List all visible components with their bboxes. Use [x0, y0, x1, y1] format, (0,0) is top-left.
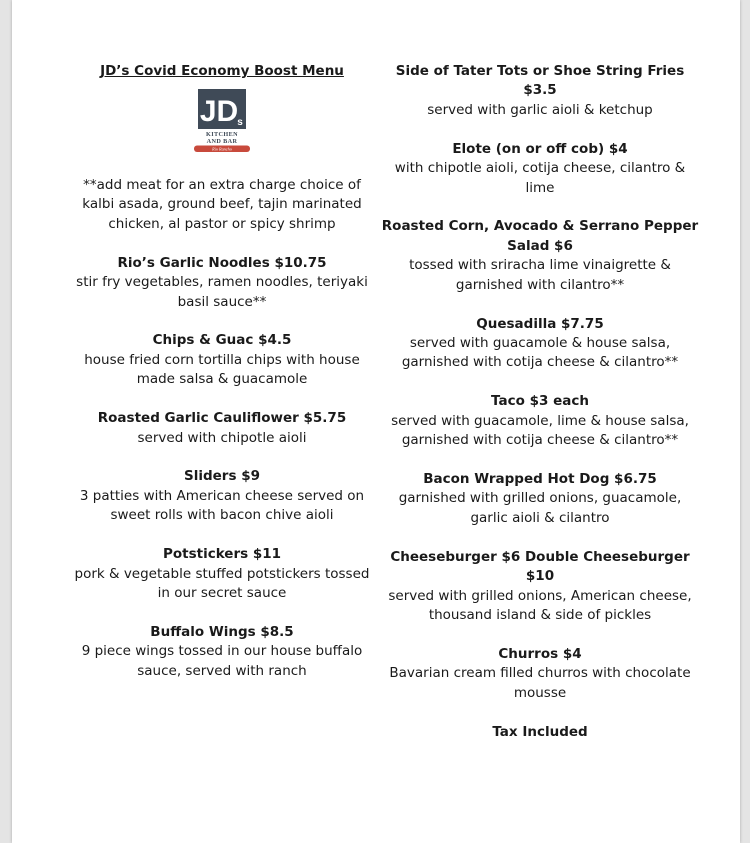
menu-item-elote — [380, 140, 700, 198]
logo-jd-text: JD — [199, 95, 239, 128]
logo-line1: KITCHEN — [205, 131, 239, 138]
item-description: 9 piece wings tossed in our house buffalo sauce, served with ranch — [81, 643, 363, 679]
menu-item-taco — [380, 392, 700, 450]
item-description: with chipotle aioli, cotija cheese, cilantro & lime — [394, 160, 686, 196]
item-description: served with garlic aioli & ketchup — [427, 101, 653, 118]
item-description: Bavarian cream filled churros with chocolate mousse — [389, 665, 691, 701]
item-name: Rio’s Garlic Noodles $10.75 — [117, 254, 327, 271]
menu-item-cauliflower — [72, 409, 372, 448]
menu-title: JD’s Covid Economy Boost Menu — [100, 63, 344, 79]
item-name: Potstickers $11 — [162, 546, 282, 563]
item-description: tossed with sriracha lime vinaigrette & garnished with cilantro** — [409, 257, 671, 293]
menu-item-cheeseburger — [380, 548, 700, 626]
logo-s-text: s — [237, 117, 243, 128]
right-column — [380, 62, 700, 742]
menu-item-corn-salad — [380, 217, 700, 295]
item-name: Chips & Guac $4.5 — [152, 332, 292, 349]
item-description: house fried corn tortilla chips with house made salsa & guacamole — [84, 351, 360, 388]
menu-item-tots-fries — [380, 62, 700, 120]
item-name: Sliders $9 — [184, 468, 260, 485]
item-description: served with guacamole, lime & house salsa, garnished with cotija cheese & cilantro** — [391, 412, 689, 449]
menu-item-quesadilla — [380, 315, 700, 373]
jds-logo — [190, 87, 254, 153]
menu-page — [12, 0, 740, 843]
item-name: Churros $4 — [498, 645, 582, 662]
item-description: 3 patties with American cheese served on sweet rolls with bacon chive aioli — [79, 487, 365, 524]
logo-banner-text: Rio Rancho — [212, 146, 232, 152]
menu-item-potstickers — [72, 545, 372, 603]
item-name: Cheeseburger $6 Double Cheeseburger $10 — [390, 548, 690, 585]
item-description: served with chipotle aioli — [137, 429, 307, 446]
item-description: served with guacamole & house salsa, garnished with cotija cheese & cilantro** — [401, 334, 679, 371]
item-name: Roasted Garlic Cauliflower $5.75 — [97, 410, 347, 427]
item-name: Buffalo Wings $8.5 — [150, 623, 294, 640]
left-column — [72, 62, 372, 681]
menu-item-chips-guac — [72, 331, 372, 389]
menu-item-buffalo-wings — [72, 623, 372, 681]
item-name: Taco $3 each — [491, 393, 589, 410]
logo-line2: AND BAR — [206, 138, 238, 145]
item-name: Roasted Corn, Avocado & Serrano Pepper Salad $6 — [381, 218, 699, 254]
menu-item-garlic-noodles — [72, 254, 372, 312]
tax-note: Tax Included — [492, 723, 588, 740]
item-description: pork & vegetable stuffed potstickers tossed in our secret sauce — [74, 565, 370, 601]
item-description: served with grilled onions, American cheese, thousand island & side of pickles — [388, 587, 692, 623]
menu-item-sliders — [72, 467, 372, 525]
menu-item-churros — [380, 645, 700, 703]
item-name: Side of Tater Tots or Shoe String Fries $3.5 — [395, 63, 685, 99]
meat-note: **add meat for an extra charge choice of kalbi asada, ground beef, tajin marinated chicken, al pastor or spicy shrimp — [82, 177, 362, 232]
item-name: Elote (on or off cob) $4 — [452, 140, 628, 157]
item-name: Quesadilla $7.75 — [476, 315, 604, 332]
item-description: garnished with grilled onions, guacamole, garlic aioli & cilantro — [398, 490, 682, 526]
item-name: Bacon Wrapped Hot Dog $6.75 — [423, 471, 657, 487]
menu-item-hot-dog — [380, 470, 700, 528]
item-description: stir fry vegetables, ramen noodles, teriyaki basil sauce** — [76, 274, 368, 310]
